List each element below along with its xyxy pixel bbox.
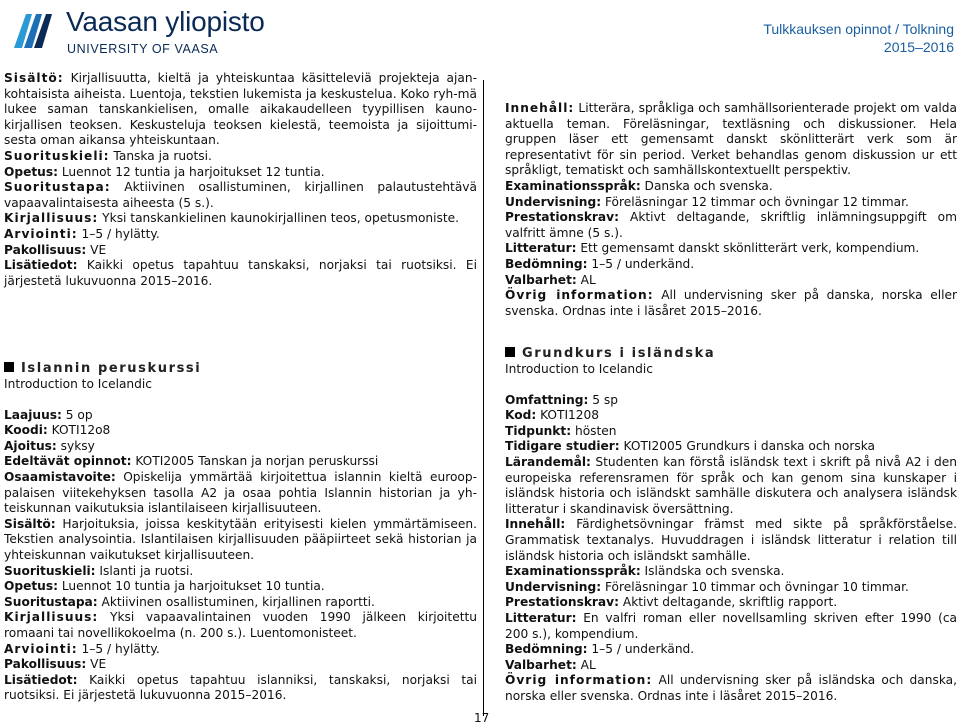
university-logo-icon (8, 8, 58, 54)
entry-undervisning: Undervisning: Föreläsningar 12 timmar och övningar 12 timmar. (505, 194, 909, 209)
course-grundkurs-i-islandska (505, 346, 957, 704)
field-suorituskieli: Suorituskieli: Islanti ja ruotsi. (4, 563, 194, 578)
academic-year: 2015–2016 (883, 39, 954, 55)
course-subtitle: Introduction to Icelandic (4, 377, 152, 391)
field-bedomning: Bedömning: 1–5 / underkänd. (505, 642, 695, 657)
field-examinationssprak: Examinationsspråk: Isländska och svenska. (505, 564, 785, 579)
top-left-column (4, 71, 477, 289)
field-larandemal: Lärandemål: Studenten kan förstå isländsk text i skrift på nivå A2 i den europeiska referensramen för språk och kan genom sina kunskaper i isländsk historia och isländskt samhälle diskutera och analysera isländsk litteratur i skandinavisk översättning. (505, 454, 957, 516)
header-program-info (763, 20, 954, 56)
field-sisalto: Sisältö: Harjoituksia, joissa keskitytään erityisesti kielen ymmärtämiseen. Tekstien analysointia. Islantilaisen kirjallisuuden pääpiirteet sekä historian ja yhteiskunnan vaikutukset kirjallisuuteen. (4, 516, 477, 562)
logo-name: Vaasan yliopisto (66, 6, 265, 37)
entry-prestationskrav: Prestationskrav: Aktivt deltagande, skriftlig inlämningsuppgift om valfritt ämne (5 s.). (505, 210, 957, 240)
entry-lisatiedot: Lisätiedot: Kaikki opetus tapahtuu tanskaksi, norjaksi tai ruotsiksi. Ei järjestetä lukuvuonna 2015–2016. (4, 258, 477, 288)
field-omfattning: Omfattning: 5 sp (505, 392, 618, 407)
field-opetus: Opetus: Luennot 10 tuntia ja harjoitukset 10 tuntia. (4, 579, 325, 594)
logo-subtitle: UNIVERSITY OF VAASA (67, 42, 219, 56)
field-koodi: Koodi: KOTI12o8 (4, 423, 111, 438)
square-bullet-icon (505, 347, 515, 357)
entry-kirjallisuus: Kirjallisuus: Yksi tanskankielinen kaunokirjallinen teos, opetusmoniste. (4, 211, 460, 226)
field-tidigare-studier: Tidigare studier: KOTI2005 Grundkurs i danska och norska (505, 439, 876, 454)
course-title: Grundkurs i isländska (505, 346, 957, 362)
page-header (0, 0, 960, 62)
field-litteratur: Litteratur: En valfri roman eller novellsamling skriven efter 1990 (ca 200 s.), kompendium. (505, 610, 957, 641)
entry-innehall: Innehåll: Litterära, språkliga och samhällsorienterade projekt om valda aktuella teman. Föreläsningar, textläsning och diskussioner. Hela gruppen läser ett gemensamt danskt skönlitterärt verk som är representativt för sin period. Verket behandlas genom diskussion ur ett språkligt, tematiskt och samhällskontextuellt perspektiv. (505, 101, 957, 178)
field-tidpunkt: Tidpunkt: hösten (505, 423, 617, 438)
field-kirjallisuus: Kirjallisuus: Yksi vapaavalintainen vuoden 1990 jälkeen kirjoitettu romaani tai novellikokoelma (n. 200 s.). Luentomonisteet. (4, 610, 477, 640)
entry-suoritustapa: Suoritustapa: Aktiivinen osallistuminen, kirjallinen palautustehtävä vapaavalintaisesta aiheesta (5 s.). (4, 180, 477, 210)
page-number: 17 (474, 711, 490, 725)
field-osaamistavoite: Osaamistavoite: Opiskelija ymmärtää kirjoitettua islannin kieltä euroop-palaisen viitekehyksen tasolla A2 ja osaa pohtia Islannin historian ja yh-teiskunnan vaikutuksia islantilaiseen kirjallisuuteen. (4, 469, 477, 516)
top-right-column (505, 101, 957, 319)
entry-sisalto: Sisältö: Kirjallisuutta, kieltä ja yhteiskuntaa käsitteleviä projekteja ajan-kohtaisista aiheista. Luentoja, tekstien lukemista ja keskustelua. Koko ryh-mä lukee saman tanskankielisen, omalle aikakaudelleen tyypillisen kauno-kirjallisen teoksen. Keskusteluja teoksen kielestä, teemoista ja sijoittumi-sesta oman aikansa yhteiskuntaan. (4, 71, 477, 148)
field-prestationskrav: Prestationskrav: Aktivt deltagande, skriftlig rapport. (505, 595, 838, 610)
square-bullet-icon (4, 362, 14, 372)
field-lisatiedot: Lisätiedot: Kaikki opetus tapahtuu islanniksi, tanskaksi, norjaksi tai ruotsiksi. Ei järjestetä lukuvuonna 2015–2016. (4, 672, 477, 703)
entry-examinationssprak: Examinationsspråk: Danska och svenska. (505, 178, 773, 193)
field-undervisning: Undervisning: Föreläsningar 10 timmar och övningar 10 timmar. (505, 579, 909, 594)
field-edeltavat-opinnot: Edeltävät opinnot: KOTI2005 Tanskan ja norjan peruskurssi (4, 454, 379, 469)
entry-ovrig-information: Övrig information: All undervisning sker på danska, norska eller svenska. Ordnas inte i läsåret 2015–2016. (505, 288, 957, 318)
course-islannin-peruskurssi (4, 361, 477, 704)
field-valbarhet: Valbarhet: AL (505, 657, 596, 672)
field-arviointi: Arviointi: 1–5 / hylätty. (4, 641, 160, 656)
field-laajuus: Laajuus: 5 op (4, 407, 93, 422)
field-innehall: Innehåll: Färdighetsövningar främst med sikte på språkförståelse. Grammatisk textanalys. Huvuddragen i isländsk litteratur i relation till isländsk historia och isländskt samhälle. (505, 517, 957, 563)
column-divider (483, 80, 484, 716)
entry-suorituskieli: Suorituskieli: Tanska ja ruotsi. (4, 148, 212, 163)
field-kod: Kod: KOTI1208 (505, 408, 600, 423)
entry-bedomning: Bedömning: 1–5 / underkänd. (505, 256, 695, 271)
entry-litteratur: Litteratur: Ett gemensamt danskt skönlitterärt verk, kompendium. (505, 241, 920, 256)
course-title: Islannin peruskurssi (4, 361, 477, 377)
field-ajoitus: Ajoitus: syksy (4, 438, 95, 453)
program-title: Tulkkauksen opinnot / Tolkning (763, 21, 954, 37)
field-suoritustapa: Suoritustapa: Aktiivinen osallistuminen, kirjallinen raportti. (4, 594, 375, 609)
course-subtitle: Introduction to Icelandic (505, 362, 653, 376)
entry-opetus: Opetus: Luennot 12 tuntia ja harjoitukset 12 tuntia. (4, 164, 325, 179)
entry-arviointi: Arviointi: 1–5 / hylätty. (4, 226, 160, 241)
entry-pakollisuus: Pakollisuus: VE (4, 242, 107, 257)
field-pakollisuus: Pakollisuus: VE (4, 657, 107, 672)
entry-valbarhet: Valbarhet: AL (505, 272, 596, 287)
field-ovrig-information: Övrig information: All undervisning sker på isländska och danska, norska eller svenska. Ordnas inte i läsåret 2015–2016. (505, 673, 958, 703)
